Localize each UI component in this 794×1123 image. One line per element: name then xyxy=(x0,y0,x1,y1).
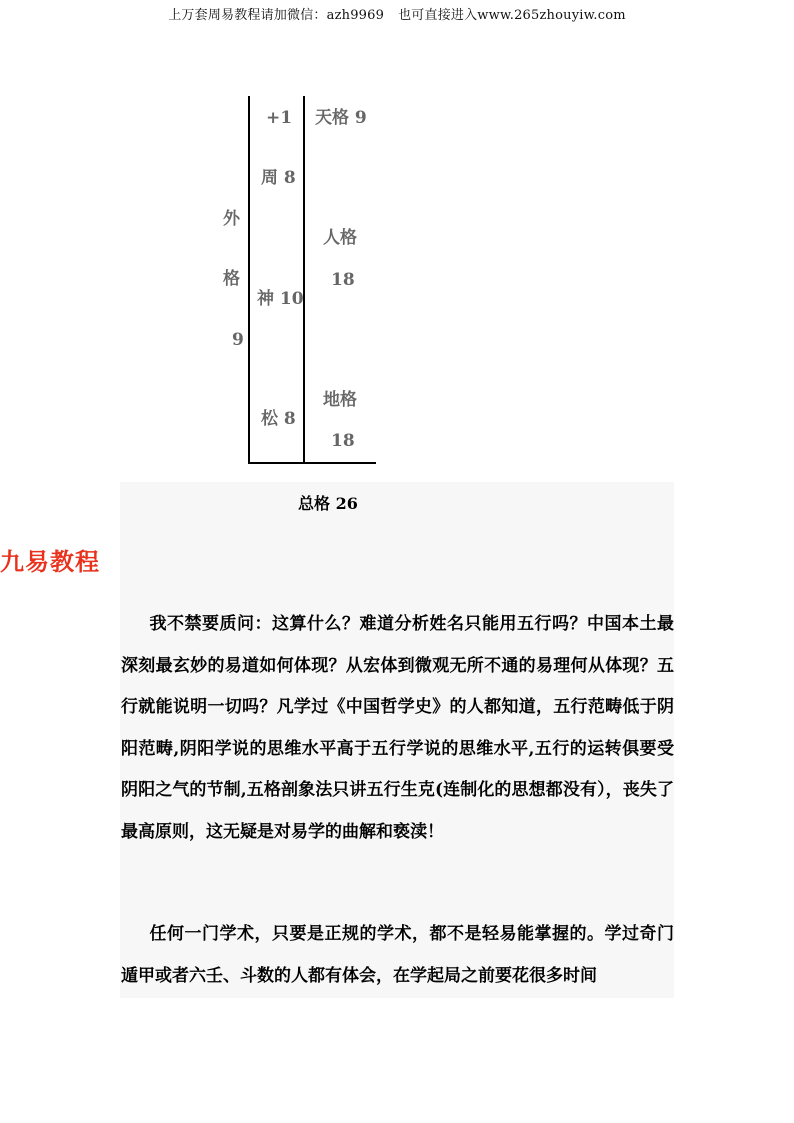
body-paragraph-2 xyxy=(121,914,674,997)
person-grid-value: 18 xyxy=(331,270,355,290)
heaven-grid: 天格 9 xyxy=(315,108,367,128)
given-name-2-stroke: 松 8 xyxy=(261,409,296,429)
header-website-text: 也可直接进入www.265zhouyiw.com xyxy=(398,8,626,23)
outer-grid-value: 9 xyxy=(232,330,244,350)
outer-grid-char-1: 外 xyxy=(223,209,240,229)
bottom-baseline xyxy=(248,462,376,464)
person-grid-label: 人格 xyxy=(323,228,357,248)
body-paragraph-1 xyxy=(121,604,674,853)
outer-grid-char-2: 格 xyxy=(223,269,240,289)
header-wechat-text: 上万套周易教程请加微信：azh9969 xyxy=(168,8,385,23)
body-paragraph-2-text: 任何一门学术，只要是正规的学术，都不是轻易能掌握的。学过奇门遁甲或者六壬、斗数的人都有体会，在学起局之前要花很多时间 xyxy=(121,924,674,986)
middle-divider-line xyxy=(303,96,305,464)
total-grid: 总格 26 xyxy=(298,494,358,513)
left-divider-line xyxy=(248,96,250,464)
heaven-add-one: +1 xyxy=(266,108,293,128)
surname-stroke: 周 8 xyxy=(261,168,296,188)
earth-grid-value: 18 xyxy=(331,431,355,451)
watermark-logo-text: 九易教程 xyxy=(0,548,100,576)
page-header xyxy=(0,6,794,26)
body-paragraph-1-text: 我不禁要质问：这算什么？难道分析姓名只能用五行吗？中国本土最深刻最玄妙的易道如何体现？从宏体到微观无所不通的易理何从体现？五行就能说明一切吗？凡学过《中国哲学史》的人都知道，五行范畴低于阴阳范畴,阴阳学说的思维水平高于五行学说的思维水平,五行的运转俱要受阴阳之气的节制,五格剖象法只讲五行生克(连制化的思想都没有），丧失了最高原则，这无疑是对易学的曲解和亵渎！ xyxy=(121,614,674,842)
earth-grid-label: 地格 xyxy=(323,390,357,410)
name-grid-diagram xyxy=(215,96,385,466)
given-name-1-stroke: 神 10 xyxy=(257,289,304,309)
